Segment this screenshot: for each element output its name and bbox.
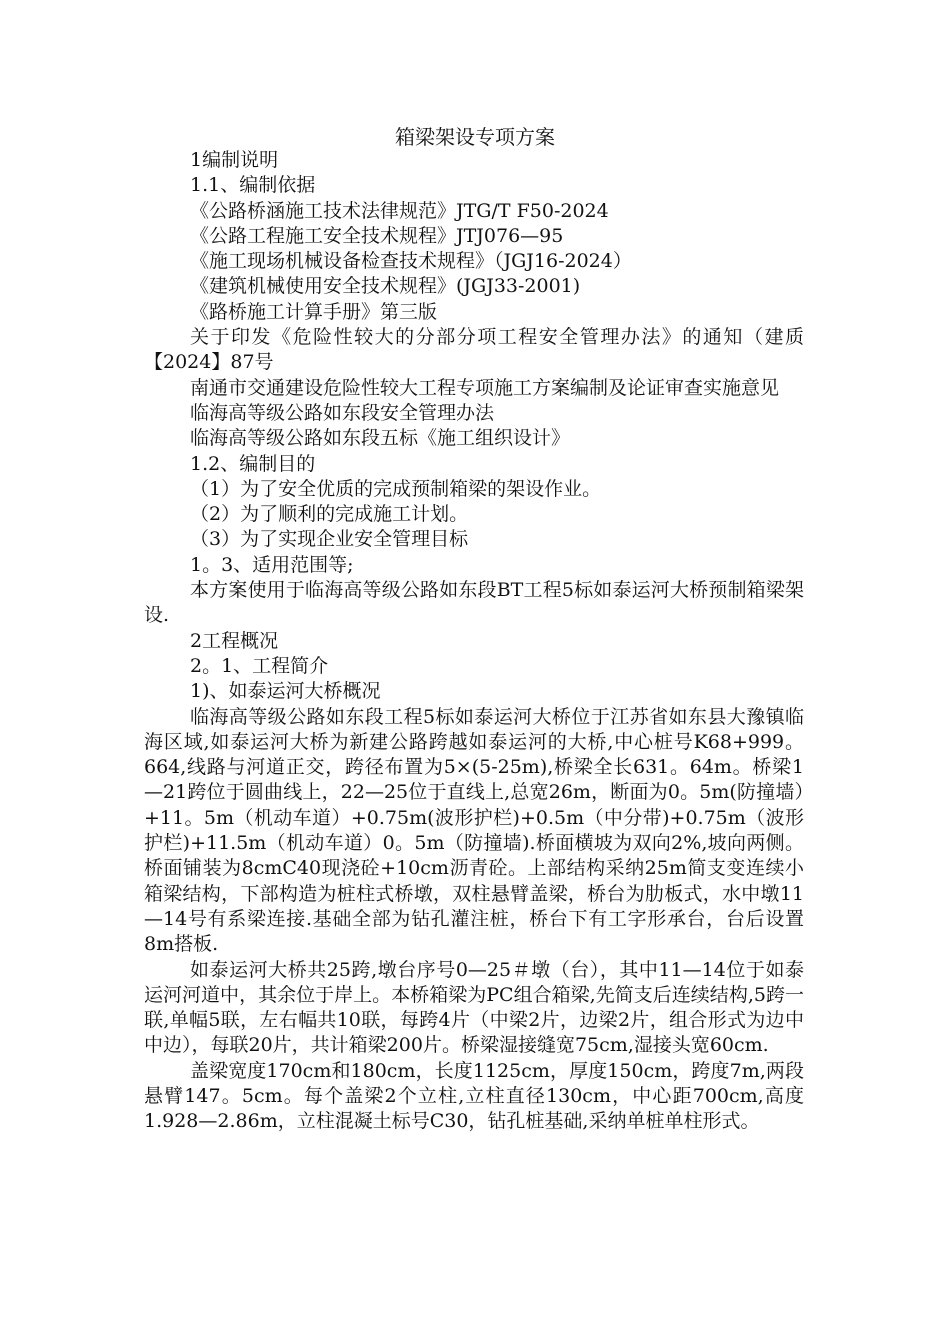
purpose-item: （1）为了安全优质的完成预制箱梁的架设作业。 (190, 477, 602, 500)
reference-item: 《公路工程施工安全技术规程》JTJ076—95 (190, 224, 564, 247)
reference-item: 临海高等级公路如东段五标《施工组织设计》 (190, 427, 571, 450)
purpose-item: （2）为了顺利的完成施工计划。 (190, 503, 469, 526)
body-paragraph: 临海高等级公路如东段工程5标如泰运河大桥位于江苏省如东县大豫镇临海区域,如泰运河大桥为新建公路跨越如泰运河的大桥,中心桩号K68+999。664,线路与河道正交，跨径布置为5×(5-25m),桥梁全长631。64m。桥梁1—21跨位于圆曲线上，22—25位于直线上,总宽26m，断面为0。5m(防撞墙）+11。5m（机动车道）+0.75m(波形护栏)+0.5m（中分带)+0.75m（波形护栏)+11.5m（机动车道）0。5m（防撞墙).桥面横坡为双向2%,坡向两侧。桥面铺装为8cmC40现浇砼+10cm沥青砼。上部结构采纳25m简支变连续小箱梁结构，下部构造为桩柱式桥墩，双柱悬臂盖梁，桥台为肋板式，水中墩11—14号有系梁连接.基础全部为钻孔灌注桩，桥台下有工字形承台，台后设置8m搭板. (144, 705, 804, 956)
section-heading: 1编制说明 (190, 149, 279, 171)
reference-item: 《路桥施工计算手册》第三版 (190, 300, 438, 323)
purpose-item: （3）为了实现企业安全管理目标 (190, 528, 469, 551)
body-paragraph: 如泰运河大桥共25跨,墩台序号0—25＃墩（台），其中11—14位于如泰运河河道中，其余位于岸上。本桥箱梁为PC组合箱梁,先简支后连续结构,5跨一联,单幅5联，左右幅共10联，每跨4片（中梁2片，边梁2片，组合形式为边中中边），每联20片，共计箱梁200片。桥梁湿接缝宽75cm,湿接头宽60cm. (144, 958, 804, 1057)
subsection-heading: 1。3、适用范围等; (190, 553, 354, 576)
section-heading: 2工程概况 (190, 629, 279, 652)
subsection-heading: 1.1、编制依据 (190, 174, 316, 197)
reference-item: 南通市交通建设危险性较大工程专项施工方案编制及论证审查实施意见 (190, 376, 780, 399)
reference-item: 临海高等级公路如东段安全管理办法 (190, 401, 495, 424)
subsection-heading: 1)、如泰运河大桥概况 (190, 680, 381, 703)
reference-item: 《建筑机械使用安全技术规程》(JGJ33-2001) (190, 275, 581, 298)
subsection-heading: 1.2、编制目的 (190, 452, 316, 475)
document-title: 箱梁架设专项方案 (395, 125, 555, 149)
subsection-heading: 2。1、工程简介 (190, 654, 329, 677)
body-paragraph: 盖梁宽度170cm和180cm，长度1125cm，厚度150cm，跨度7m,两段悬臂147。5cm。每个盖梁2个立柱,立柱直径130cm，中心距700cm,高度1.928—2.86m，立柱混凝土标号C30，钻孔桩基础,采纳单桩单柱形式。 (144, 1059, 804, 1133)
reference-item: 《公路桥涵施工技术法律规范》JTG/T F50-2024 (190, 199, 609, 222)
body-paragraph: 本方案使用于临海高等级公路如东段BT工程5标如泰运河大桥预制箱梁架设. (144, 579, 804, 627)
reference-item: 《施工现场机械设备检查技术规程》（JGJ16-2024） (190, 250, 632, 273)
reference-item: 关于印发《危险性较大的分部分项工程安全管理办法》的通知（建质【2024】87号 (144, 326, 804, 374)
document-body (144, 148, 804, 1135)
